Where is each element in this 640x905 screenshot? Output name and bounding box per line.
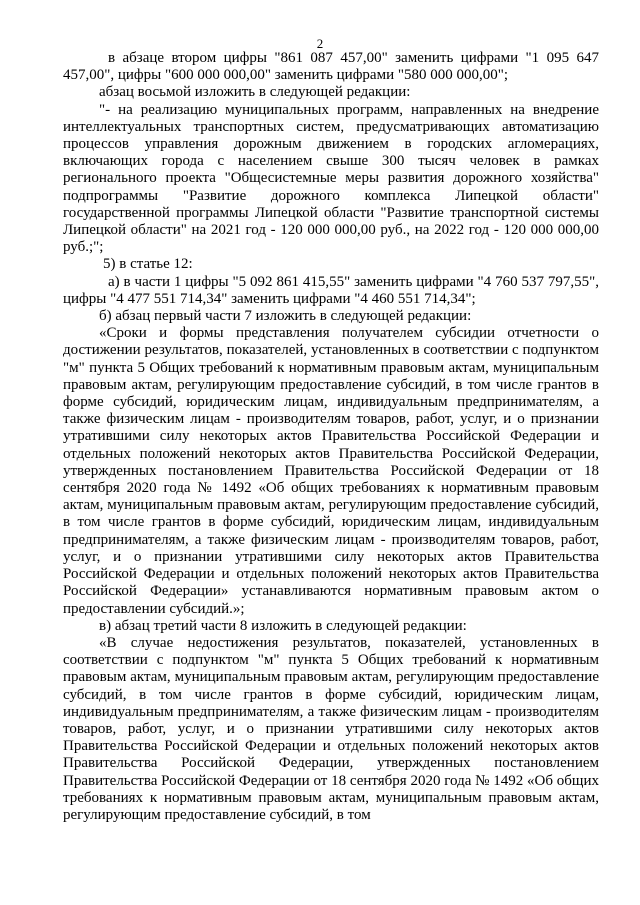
paragraph-part-1: а) в части 1 цифры "5 092 861 415,55" заменить цифрами "4 760 537 797,55", цифры "4 477 551 714,34" заменить цифрами "4 460 551 714,34"; xyxy=(63,273,599,307)
paragraph-part-7-heading: б) абзац первый части 7 изложить в следующей редакции: xyxy=(99,308,472,325)
paragraph-part-8-heading: в) абзац третий части 8 изложить в следующей редакции: xyxy=(99,617,467,634)
paragraph-reporting-terms: «Сроки и формы представления получателем субсидии отчетности о достижении результатов, показателей, установленных в соответствии с подпунктом "м" пункта 5 Общих требований к нормативным правовым актам, муниципальным правовым актам, регулирующим предоставление субсидий, в том числе грантов в форме субсидий, юридическим лицам, индивидуальным предпринимателям, а также физическим лицам - производителям товаров, работ, услуг, и о признании утратившими силу некоторых актов Правительства Российской Федерации и отдельных положений некоторых актов Правительства Российской Федерации, утвержденных постановлением Правительства Российской Федерации от 18 сентября 2020 года № 1492 «Об общих требованиях к нормативным правовым актам, муниципальным правовым актам, регулирующим предоставление субсидий, в том числе грантов в форме субсидий, юридическим лицам, индивидуальным предпринимателям, а также физическим лицам - производителям товаров, работ, услуг, и о признании утратившими силу некоторых актов Правительства Российской Федерации и отдельных положений некоторых актов Правительства Российской Федерации» устанавливаются нормативным правовым актом о предоставлении субсидий.»; xyxy=(63,325,599,617)
paragraph-eighth-abzac-heading: абзац восьмой изложить в следующей редакции: xyxy=(99,84,411,101)
paragraph-non-achievement: «В случае недостижения результатов, показателей, установленных в соответствии с подпунктом "м" пункта 5 Общих требований к нормативным правовым актам, муниципальным правовым актам, регулирующим предоставление субсидий, в том числе грантов в форме субсидий, юридическим лицам, индивидуальным предпринимателям, а также физическим лицам - производителям товаров, работ, услуг, и о признании утратившими силу некоторых актов Правительства Российской Федерации и отдельных положений некоторых актов Правительства Российской Федерации, утвержденных постановлением Правительства Российской Федерации от 18 сентября 2020 года № 1492 «Об общих требованиях к нормативным правовым актам, муниципальным правовым актам, регулирующим предоставление субсидий, в том xyxy=(63,634,599,823)
page-number: 2 xyxy=(316,36,324,51)
paragraph-its-programs: "- на реализацию муниципальных программ, направленных на внедрение интеллектуальных транспортных систем, предусматривающих автоматизацию процессов управления дорожным движением в городских агломерациях, включающих города с населением свыше 300 тысяч человек в рамках регионального проекта "Общесистемные меры развития дорожного хозяйства" подпрограммы "Развитие дорожного комплекса Липецкой области" государственной программы Липецкой области "Развитие транспортной системы Липецкой области" на 2021 год - 120 000 000,00 руб., на 2022 год - 120 000 000,00 руб.;"; xyxy=(63,101,599,256)
document-body xyxy=(63,50,599,824)
paragraph-article-12: 5) в статье 12: xyxy=(103,256,193,273)
paragraph-replace-digits: в абзаце втором цифры "861 087 457,00" заменить цифрами "1 095 647 457,00", цифры "600 000 000,00" заменить цифрами "580 000 000,00"; xyxy=(63,50,599,84)
